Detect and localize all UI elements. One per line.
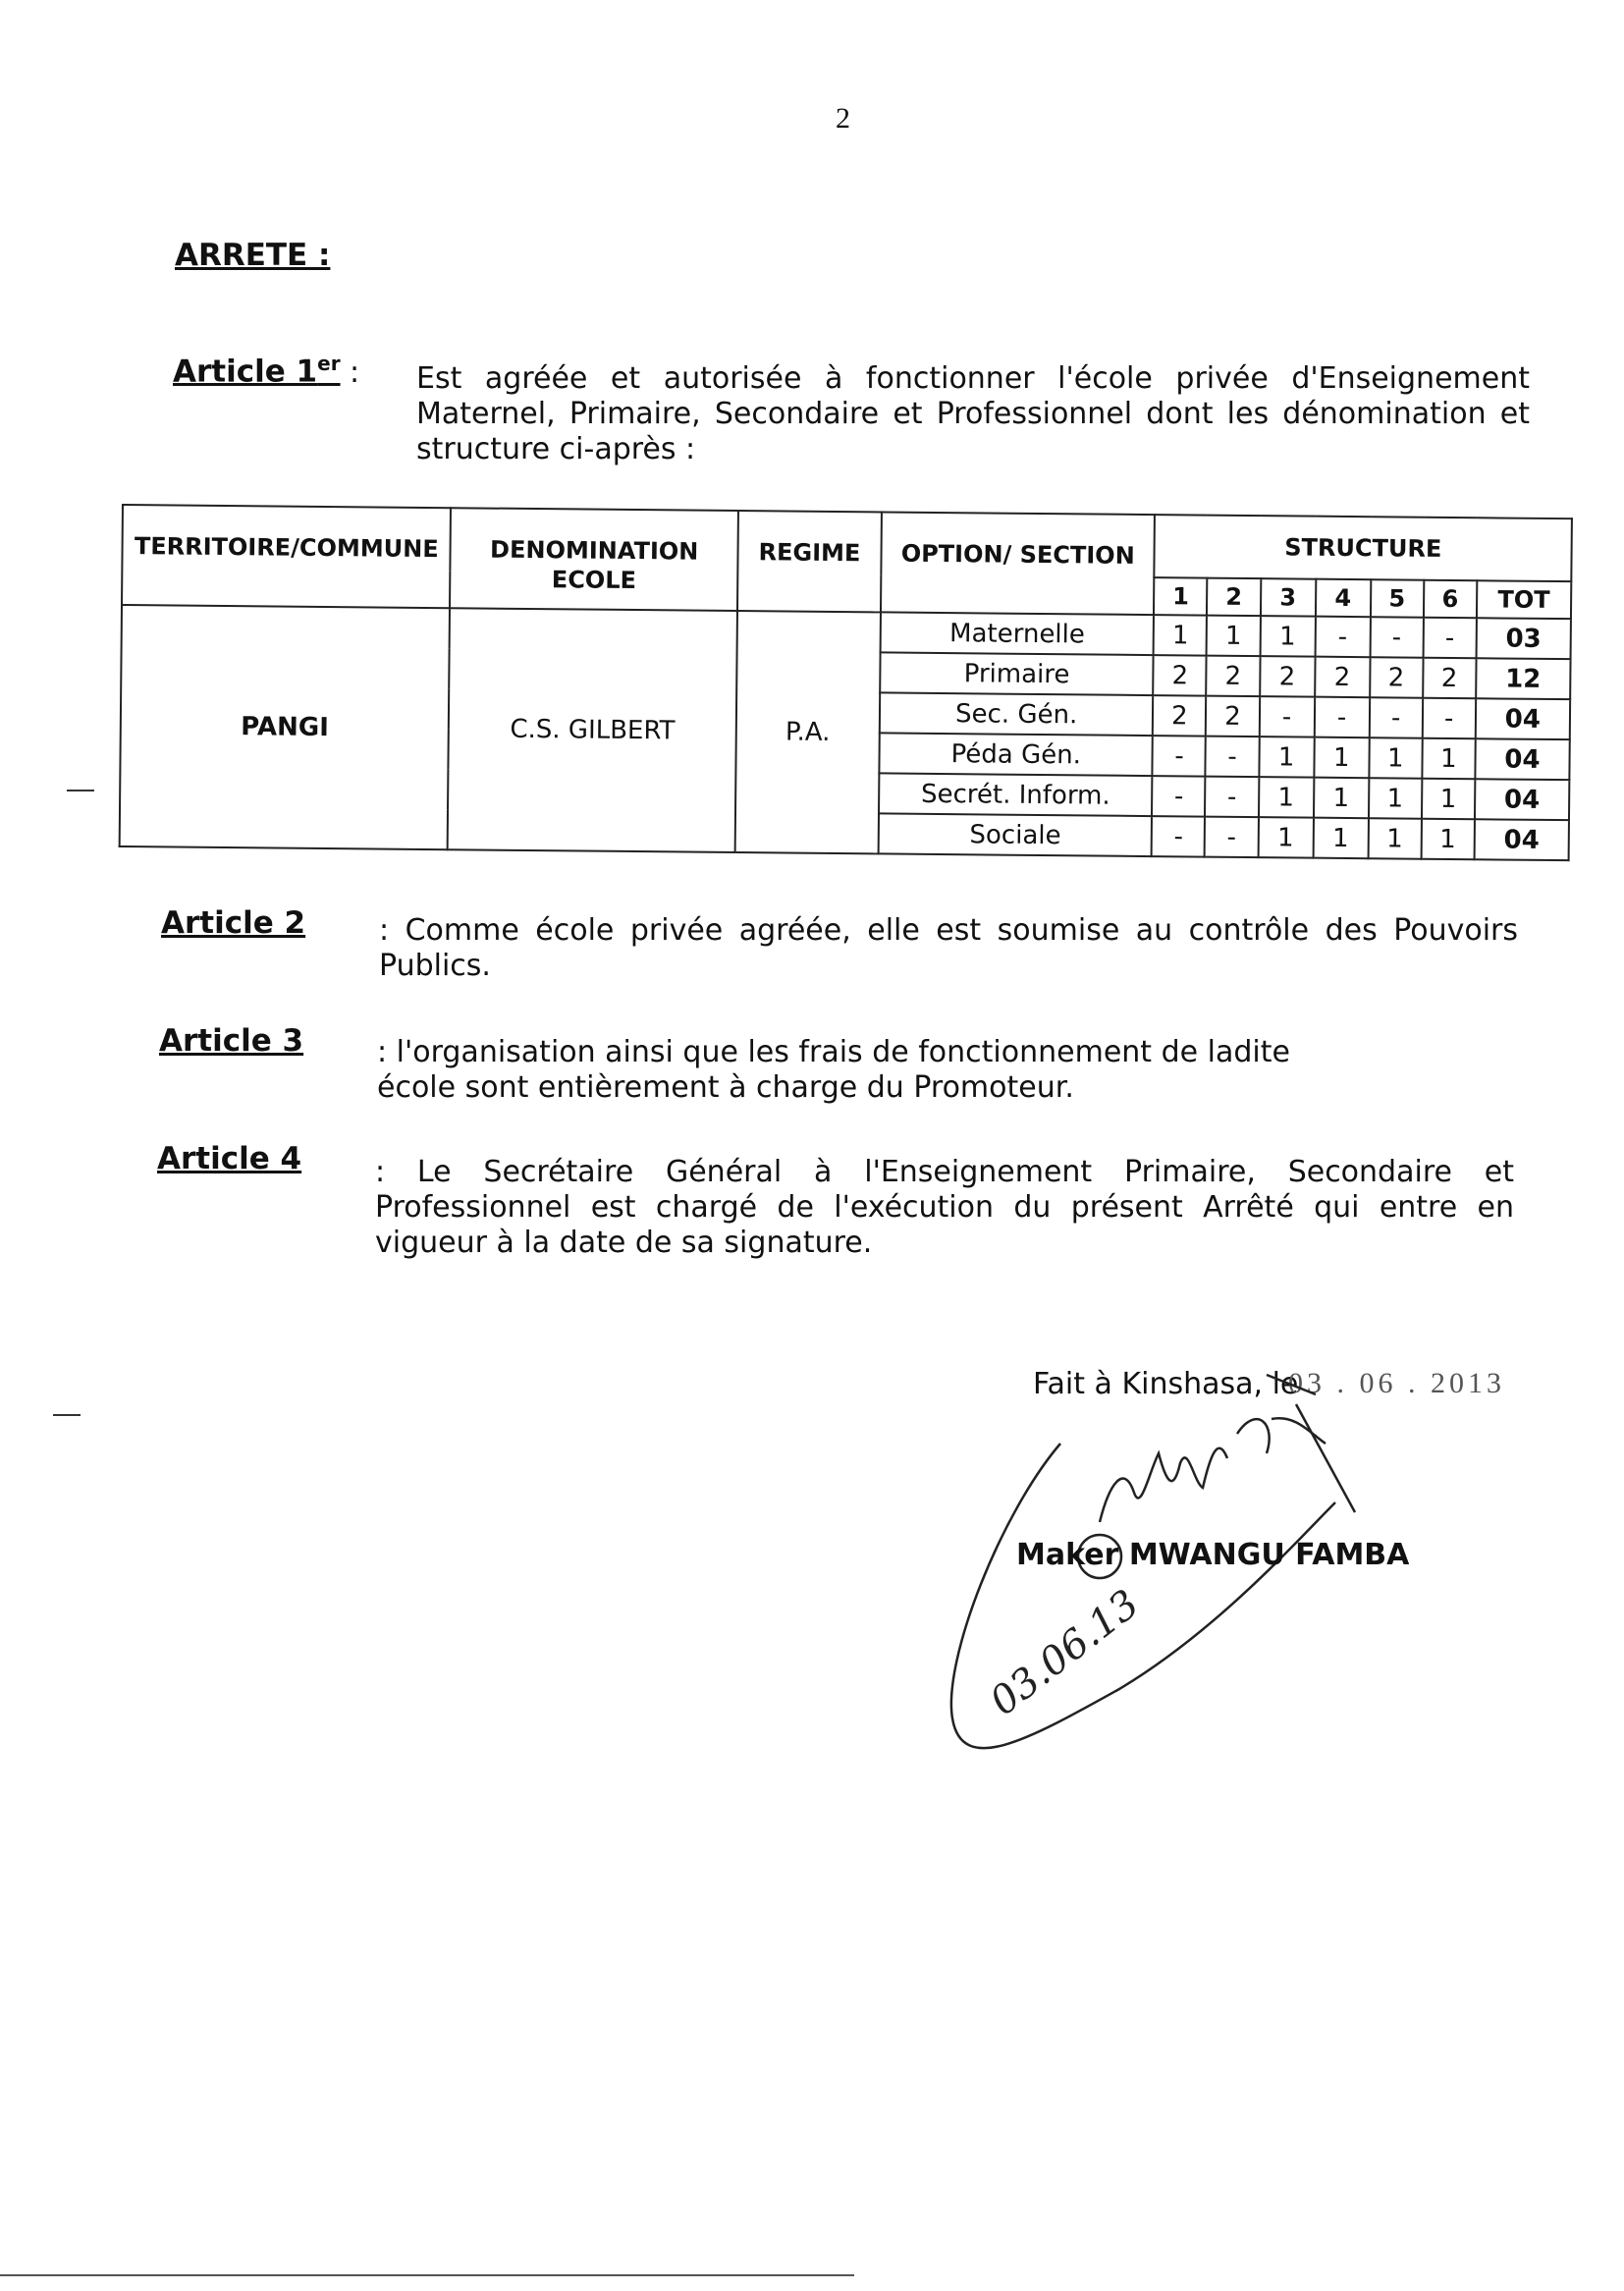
article-3-label: Article 3 — [159, 1023, 304, 1059]
value-cell: 2 — [1154, 655, 1207, 696]
value-cell: 1 — [1258, 817, 1313, 858]
bottom-rule — [0, 2274, 854, 2276]
value-cell: - — [1153, 736, 1206, 777]
header-structure: STRUCTURE — [1155, 515, 1572, 581]
option-cell: Péda Gén. — [879, 733, 1153, 776]
value-cell: 1 — [1313, 818, 1368, 859]
total-cell: 04 — [1475, 779, 1570, 820]
article-4-text: : Le Secrétaire Général à l'Enseignement Primaire, Secondaire et Professionnel est chargé de l'exécution du présent Arrêté qui entre en vigueur à la date de sa signature. — [375, 1155, 1514, 1260]
header-territoire: TERRITOIRE/COMMUNE — [122, 505, 451, 608]
value-cell: - — [1259, 696, 1314, 737]
value-cell: 1 — [1207, 616, 1260, 657]
value-cell: 2 — [1423, 658, 1476, 699]
header-level-5: 5 — [1371, 579, 1424, 618]
value-cell: 1 — [1422, 779, 1475, 820]
article-1-label-sup: er — [317, 352, 341, 375]
total-cell: 04 — [1474, 819, 1569, 860]
header-level-4: 4 — [1316, 579, 1371, 618]
margin-mark — [53, 1414, 81, 1416]
header-total: TOT — [1477, 580, 1572, 619]
value-cell: 1 — [1369, 737, 1422, 779]
option-cell: Primaire — [880, 652, 1154, 695]
value-cell: - — [1369, 697, 1422, 738]
header-level-6: 6 — [1424, 580, 1477, 619]
value-cell: - — [1370, 617, 1423, 658]
arrete-heading: ARRETE : — [175, 238, 331, 273]
value-cell: 2 — [1370, 657, 1423, 698]
value-cell: - — [1152, 776, 1205, 817]
total-cell: 04 — [1476, 698, 1571, 739]
option-cell: Sociale — [879, 813, 1153, 856]
place-date-label: Fait à Kinshasa, le — [1033, 1367, 1299, 1401]
article-1-label-text: Article 1 — [173, 354, 318, 390]
article-1-label — [173, 352, 341, 389]
value-cell: - — [1315, 617, 1370, 658]
article-2-label: Article 2 — [161, 905, 306, 941]
header-level-3: 3 — [1260, 578, 1315, 617]
value-cell: 1 — [1314, 737, 1369, 779]
signer-name: Maker MWANGU FAMBA — [1016, 1538, 1410, 1572]
value-cell: 1 — [1154, 615, 1207, 656]
article-1-text: Est agréée et autorisée à fonctionner l'école privée d'Enseignement Maternel, Primaire, Secondaire et Professionnel dont les dénomination et structure ci-après : — [416, 361, 1530, 466]
value-cell: 1 — [1259, 777, 1314, 818]
value-cell: - — [1314, 697, 1369, 738]
value-cell: 1 — [1421, 819, 1474, 860]
option-cell: Maternelle — [881, 612, 1155, 655]
option-cell: Secrét. Inform. — [879, 773, 1153, 816]
page-number: 2 — [836, 102, 850, 135]
value-cell: - — [1206, 736, 1259, 778]
date-stamp: 03 . 06 . 2013 — [1288, 1367, 1505, 1399]
total-cell: 04 — [1475, 738, 1570, 780]
article-2-text: : Comme école privée agréée, elle est soumise au contrôle des Pouvoirs Publics. — [379, 913, 1518, 983]
total-cell: 12 — [1476, 658, 1571, 699]
value-cell: 1 — [1260, 616, 1315, 657]
article-1-colon: : — [350, 355, 360, 390]
regime-cell: P.A. — [734, 611, 881, 853]
value-cell: 1 — [1422, 738, 1475, 780]
denomination-cell: C.S. GILBERT — [448, 608, 737, 852]
value-cell: 1 — [1259, 736, 1314, 778]
school-structure-table — [119, 504, 1573, 861]
handwritten-date: 03.06.13 — [982, 1581, 1148, 1725]
value-cell: 2 — [1153, 695, 1206, 736]
header-denomination: DENOMINATION ECOLE — [450, 508, 737, 611]
value-cell: - — [1205, 817, 1258, 858]
header-option: OPTION/ SECTION — [881, 512, 1155, 615]
option-cell: Sec. Gén. — [880, 692, 1154, 736]
total-cell: 03 — [1476, 618, 1571, 659]
value-cell: 1 — [1368, 818, 1421, 859]
value-cell: - — [1205, 777, 1258, 818]
article-3-text: : l'organisation ainsi que les frais de fonctionnement de ladite école sont entièrement à charge du Promoteur. — [377, 1035, 1290, 1105]
value-cell: 1 — [1314, 778, 1369, 819]
value-cell: - — [1422, 698, 1475, 739]
value-cell: 1 — [1369, 778, 1422, 819]
value-cell: - — [1423, 618, 1476, 659]
header-level-1: 1 — [1154, 577, 1207, 616]
value-cell: 2 — [1206, 696, 1259, 737]
article-4-label: Article 4 — [157, 1141, 302, 1176]
margin-mark — [67, 790, 94, 791]
value-cell: 2 — [1260, 656, 1315, 697]
handwritten-signature — [923, 1365, 1414, 1817]
header-level-2: 2 — [1207, 578, 1260, 617]
value-cell: 2 — [1207, 656, 1260, 697]
territoire-cell: PANGI — [120, 605, 451, 849]
value-cell: 2 — [1315, 657, 1370, 698]
header-regime: REGIME — [737, 511, 882, 612]
value-cell: - — [1152, 816, 1205, 857]
